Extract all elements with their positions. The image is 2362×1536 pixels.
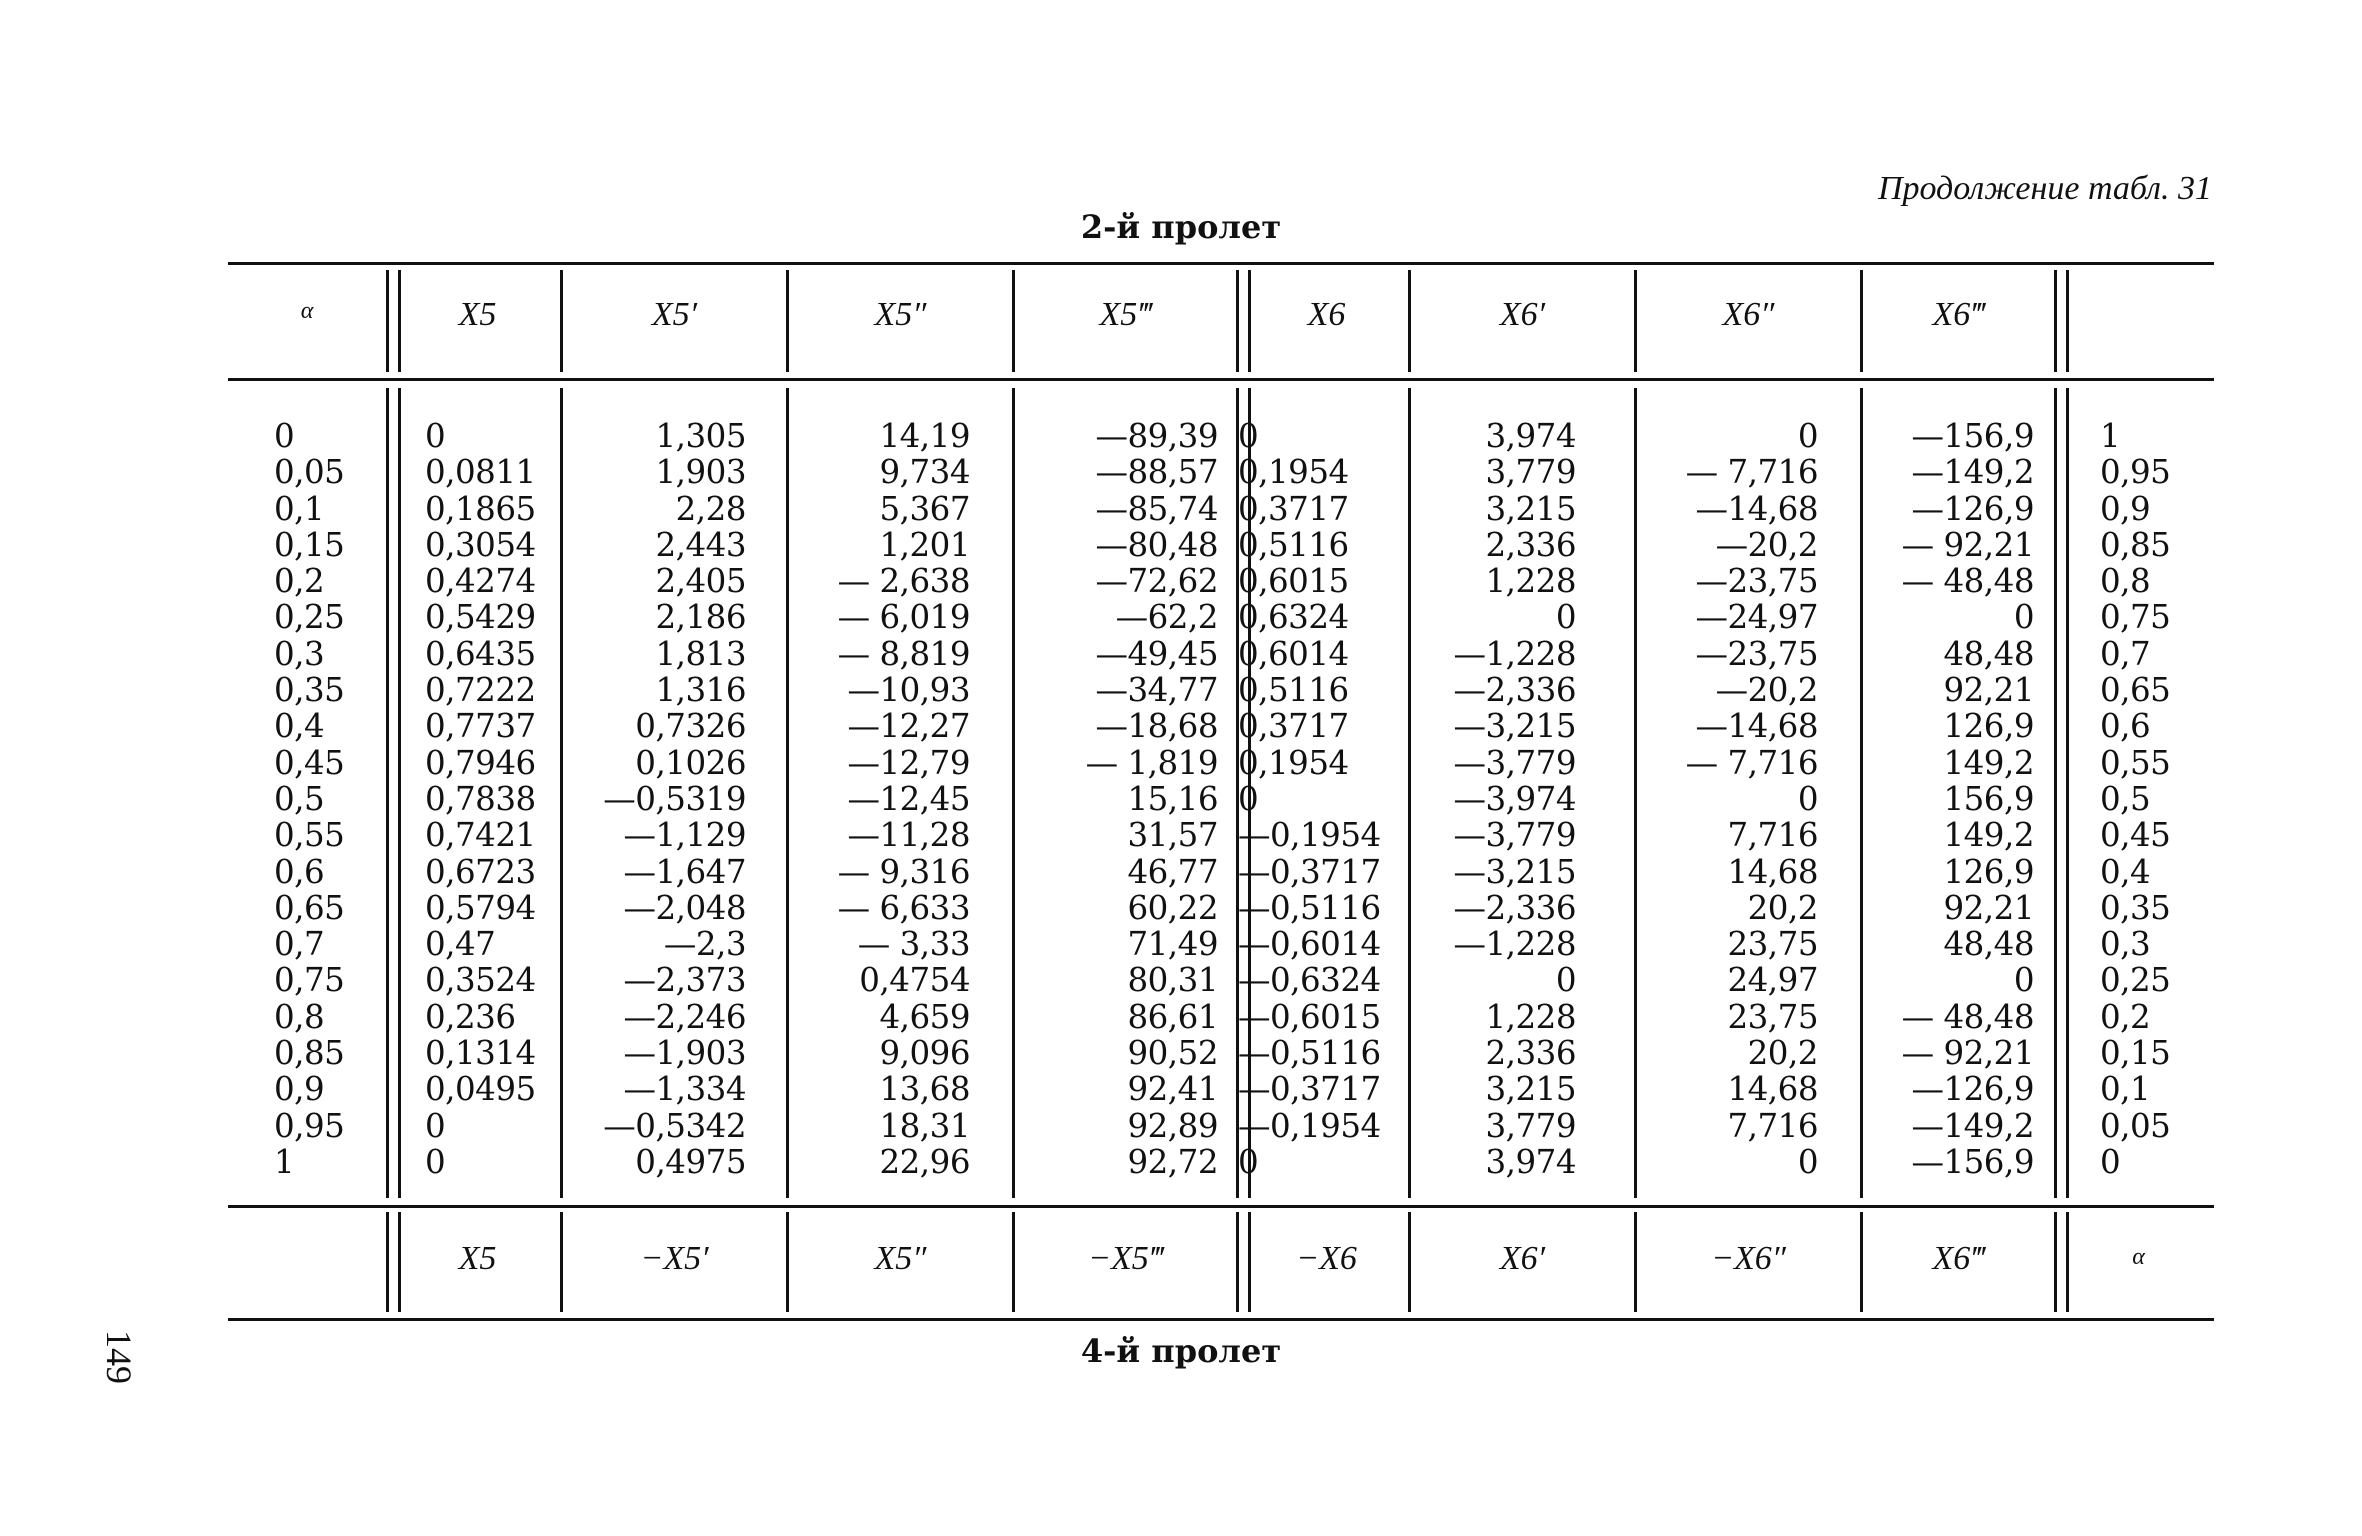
- table-cell: 0,4754: [859, 961, 970, 1000]
- table-cell: — 8,819: [837, 634, 970, 673]
- column-x6-prime: [1414, 418, 1576, 1180]
- table-cell: 7,716: [1727, 816, 1818, 855]
- table-cell: 0: [1797, 1142, 1818, 1181]
- table-cell: —149,2: [1911, 1106, 2034, 1145]
- table-cell: —18,68: [1095, 707, 1218, 746]
- table-cell: 92,41: [1127, 1070, 1218, 1109]
- header-x5-prime: X5′: [651, 296, 698, 333]
- table-cell: —3,779: [1453, 816, 1576, 855]
- table-cell: 0,3054: [425, 525, 536, 564]
- col-divider: [1012, 388, 1015, 1198]
- footer-x6-prime: X6′: [1499, 1240, 1546, 1277]
- table-cell: — 1,819: [1085, 743, 1218, 782]
- table-cell: — 48,48: [1901, 997, 2034, 1036]
- table-cell: —0,5319: [603, 779, 746, 818]
- top-rule: [228, 262, 2214, 265]
- table-cell: 2,336: [1485, 525, 1576, 564]
- table-cell: 0: [1555, 961, 1576, 1000]
- body-bottom-rule: [228, 1205, 2214, 1208]
- footer-x5-double-prime: X5″: [874, 1240, 927, 1277]
- table-cell: 1,228: [1485, 997, 1576, 1036]
- table-cell: 0,7838: [425, 779, 536, 818]
- footer-neg-x5-prime: −X5′: [640, 1240, 709, 1277]
- table-cell: —12,27: [847, 707, 970, 746]
- footer-neg-x6: −X6: [1296, 1240, 1357, 1277]
- table-cell: 0,1: [2100, 1070, 2151, 1109]
- table-cell: 149,2: [1943, 743, 2034, 782]
- table-cell: 0,0811: [425, 453, 536, 492]
- table-caption: Продолжение табл. 31: [1877, 170, 2212, 207]
- table-cell: 0: [2013, 598, 2034, 637]
- table-cell: 0,3524: [425, 961, 536, 1000]
- table-cell: 0: [274, 417, 295, 455]
- table-cell: 86,61: [1127, 997, 1218, 1036]
- header-x5-triple-prime: X5‴: [1099, 296, 1152, 333]
- header-x6-triple-prime: X6‴: [1932, 296, 1985, 333]
- table-cell: 1,316: [655, 671, 746, 710]
- table-cell: 0,6014: [1238, 634, 1349, 673]
- table-cell: 20,2: [1747, 888, 1818, 927]
- table-cell: 92,21: [1943, 671, 2034, 710]
- table-cell: 7,716: [1727, 1106, 1818, 1145]
- table-cell: 9,734: [879, 453, 970, 492]
- table-cell: 0,1026: [635, 743, 746, 782]
- table-cell: 0,4: [2100, 852, 2151, 891]
- table-cell: —12,45: [847, 779, 970, 818]
- table-cell: 0: [1238, 417, 1259, 455]
- col-divider: [1634, 388, 1637, 1198]
- table-cell: —11,28: [847, 816, 970, 855]
- table-cell: —1,228: [1453, 925, 1576, 964]
- table-cell: 0,7326: [635, 707, 746, 746]
- table-cell: 149,2: [1943, 816, 2034, 855]
- table-cell: 0,47: [425, 925, 496, 964]
- table-cell: 20,2: [1747, 1034, 1818, 1073]
- table-cell: 1,228: [1485, 562, 1576, 601]
- table-cell: 0,2: [274, 562, 325, 601]
- table-cell: 46,77: [1127, 852, 1218, 891]
- table-cell: — 6,019: [837, 598, 970, 637]
- table-cell: 0,75: [2100, 598, 2171, 637]
- table-cell: 5,367: [879, 489, 970, 528]
- table-cell: 13,68: [879, 1070, 970, 1109]
- table-cell: 1,201: [879, 525, 970, 564]
- table-cell: 0,7: [274, 925, 325, 964]
- table-cell: —49,45: [1095, 634, 1218, 673]
- footer-alpha: α: [2132, 1244, 2145, 1270]
- table-cell: 126,9: [1943, 707, 2034, 746]
- table-cell: 0,95: [274, 1106, 345, 1145]
- table-cell: 22,96: [879, 1142, 970, 1181]
- table-cell: —126,9: [1911, 1070, 2034, 1109]
- table-cell: —12,79: [847, 743, 970, 782]
- footer-x5: X5: [458, 1240, 497, 1277]
- table-cell: 0,2: [2100, 997, 2151, 1036]
- table-cell: 0,236: [425, 997, 516, 1036]
- table-cell: 0,3717: [1238, 489, 1349, 528]
- table-cell: 0,1954: [1238, 453, 1349, 492]
- table-cell: —1,129: [623, 816, 746, 855]
- table-cell: 0,5429: [425, 598, 536, 637]
- col-divider: [1860, 388, 1863, 1198]
- col-divider: [2054, 270, 2069, 372]
- table-cell: —23,75: [1695, 562, 1818, 601]
- table-cell: —85,74: [1095, 489, 1218, 528]
- table-cell: —0,5342: [603, 1106, 746, 1145]
- header-alpha: α: [300, 298, 314, 324]
- table-cell: 0,1: [274, 489, 325, 528]
- table-cell: 0: [2100, 1142, 2121, 1181]
- table-cell: 0,3: [2100, 925, 2151, 964]
- column-x6-double-prime: [1640, 418, 1818, 1180]
- table-cell: 0,65: [2100, 671, 2171, 710]
- table-cell: 1,813: [655, 634, 746, 673]
- table-cell: 1,903: [655, 453, 746, 492]
- table-cell: —1,647: [623, 852, 746, 891]
- table-cell: 0: [1238, 1142, 1259, 1181]
- table-cell: 2,186: [655, 598, 746, 637]
- table-cell: 0,6: [2100, 707, 2151, 746]
- header-x5-double-prime: X5″: [874, 296, 927, 333]
- table-cell: —0,6014: [1238, 925, 1381, 964]
- table-cell: 0,05: [274, 453, 345, 492]
- column-x6-triple-prime: [1866, 418, 2034, 1180]
- table-cell: 0,5116: [1238, 525, 1349, 564]
- header-x5: X5: [458, 296, 497, 333]
- table-cell: —0,6324: [1238, 961, 1381, 1000]
- column-alpha-reversed: [2100, 418, 2210, 1180]
- table-cell: 3,974: [1485, 1142, 1576, 1181]
- table-cell: 31,57: [1127, 816, 1218, 855]
- table-cell: —0,3717: [1238, 852, 1381, 891]
- table-cell: —2,336: [1453, 671, 1576, 710]
- table-cell: —2,048: [623, 888, 746, 927]
- table-cell: 0,3717: [1238, 707, 1349, 746]
- table-cell: 2,443: [655, 525, 746, 564]
- table-cell: 92,72: [1127, 1142, 1218, 1181]
- table-cell: —89,39: [1095, 417, 1218, 455]
- table-cell: 48,48: [1943, 634, 2034, 673]
- table-cell: 92,89: [1127, 1106, 1218, 1145]
- table-cell: 18,31: [879, 1106, 970, 1145]
- table-cell: 90,52: [1127, 1034, 1218, 1073]
- table-cell: 3,779: [1485, 453, 1576, 492]
- header-rule: [228, 378, 2214, 381]
- column-x5-prime: [570, 418, 746, 1180]
- table-cell: — 6,633: [837, 888, 970, 927]
- header-x6-double-prime: X6″: [1722, 296, 1775, 333]
- bottom-span-title: 4-й пролет: [1080, 1332, 1282, 1370]
- table-cell: —3,974: [1453, 779, 1576, 818]
- col-divider: [560, 388, 563, 1198]
- table-cell: 4,659: [879, 997, 970, 1036]
- table-cell: 92,21: [1943, 888, 2034, 927]
- table-cell: 0: [425, 417, 446, 455]
- table-cell: —3,215: [1453, 707, 1576, 746]
- table-cell: —126,9: [1911, 489, 2034, 528]
- column-x5-double-prime: [792, 418, 970, 1180]
- column-x5-triple-prime: [1018, 418, 1218, 1180]
- table-cell: —14,68: [1695, 489, 1818, 528]
- table-cell: —3,215: [1453, 852, 1576, 891]
- table-cell: 0,15: [2100, 1034, 2171, 1073]
- table-cell: —2,336: [1453, 888, 1576, 927]
- table-cell: —88,57: [1095, 453, 1218, 492]
- column-alpha: [274, 418, 382, 1180]
- table-cell: 3,215: [1485, 1070, 1576, 1109]
- table-cell: 0: [1238, 779, 1259, 818]
- table-cell: 1,305: [655, 417, 746, 455]
- table-cell: 0,3: [274, 634, 325, 673]
- table-cell: 14,68: [1727, 852, 1818, 891]
- table-cell: —0,1954: [1238, 816, 1381, 855]
- table-cell: — 9,316: [837, 852, 970, 891]
- table-cell: —2,3: [663, 925, 746, 964]
- table-cell: 0,95: [2100, 453, 2171, 492]
- col-divider: [386, 388, 401, 1198]
- table-cell: 0,15: [274, 525, 345, 564]
- table-cell: 0,5: [2100, 779, 2151, 818]
- table-cell: —0,5116: [1238, 888, 1381, 927]
- table-cell: —14,68: [1695, 707, 1818, 746]
- table-cell: 0,55: [2100, 743, 2171, 782]
- table-cell: 0,7421: [425, 816, 536, 855]
- table-cell: 0,05: [2100, 1106, 2171, 1145]
- table-cell: 0,6: [274, 852, 325, 891]
- table-cell: —72,62: [1095, 562, 1218, 601]
- table-cell: 1: [2100, 417, 2121, 455]
- table-cell: —0,3717: [1238, 1070, 1381, 1109]
- table-cell: 0: [1797, 417, 1818, 455]
- table-cell: 0,65: [274, 888, 345, 927]
- footer-neg-x5-triple-prime: −X5‴: [1088, 1240, 1163, 1277]
- table-cell: 0: [2013, 961, 2034, 1000]
- table-cell: 15,16: [1127, 779, 1218, 818]
- table-cell: 2,28: [675, 489, 746, 528]
- col-divider: [1408, 388, 1411, 1198]
- table-cell: 24,97: [1727, 961, 1818, 1000]
- table-cell: 2,336: [1485, 1034, 1576, 1073]
- table-cell: 0: [1797, 779, 1818, 818]
- table-cell: —156,9: [1911, 1142, 2034, 1181]
- table-cell: 0,8: [2100, 562, 2151, 601]
- table-cell: 60,22: [1127, 888, 1218, 927]
- column-x6: [1238, 418, 1406, 1180]
- table-cell: 0,1865: [425, 489, 536, 528]
- table-cell: 0: [1555, 598, 1576, 637]
- table-cell: —149,2: [1911, 453, 2034, 492]
- table-cell: — 3,33: [857, 925, 970, 964]
- table-cell: 9,096: [879, 1034, 970, 1073]
- table-cell: 156,9: [1943, 779, 2034, 818]
- table-cell: —0,1954: [1238, 1106, 1381, 1145]
- table-cell: 14,19: [879, 417, 970, 455]
- table-cell: 0,4: [274, 707, 325, 746]
- table-cell: 23,75: [1727, 925, 1818, 964]
- table-cell: 0,4975: [635, 1142, 746, 1181]
- table-cell: 3,779: [1485, 1106, 1576, 1145]
- col-divider: [2054, 388, 2069, 1198]
- table-cell: 0,75: [274, 961, 345, 1000]
- bottom-rule: [228, 1318, 2214, 1321]
- table-cell: 0,85: [274, 1034, 345, 1073]
- table-cell: 48,48: [1943, 925, 2034, 964]
- table-cell: 0,5794: [425, 888, 536, 927]
- table-cell: 0,6723: [425, 852, 536, 891]
- table-cell: 0,45: [2100, 816, 2171, 855]
- table-cell: — 92,21: [1901, 1034, 2034, 1073]
- table-cell: —24,97: [1695, 598, 1818, 637]
- header-x6: X6: [1307, 296, 1346, 333]
- table-cell: 0,7: [2100, 634, 2151, 673]
- page-number: 149: [99, 1330, 139, 1384]
- header-x6-prime: X6′: [1499, 296, 1546, 333]
- table-cell: 0,35: [2100, 888, 2171, 927]
- table-cell: 1: [274, 1142, 295, 1181]
- table-cell: —0,5116: [1238, 1034, 1381, 1073]
- table-cell: 0,25: [274, 598, 345, 637]
- table-cell: 0,25: [2100, 961, 2171, 1000]
- table-cell: — 92,21: [1901, 525, 2034, 564]
- col-divider: [786, 388, 789, 1198]
- table-cell: —23,75: [1695, 634, 1818, 673]
- table-cell: — 48,48: [1901, 562, 2034, 601]
- table-cell: 0,5116: [1238, 671, 1349, 710]
- table-cell: —10,93: [847, 671, 970, 710]
- table-cell: 0,7946: [425, 743, 536, 782]
- table-cell: 23,75: [1727, 997, 1818, 1036]
- table-cell: —62,2: [1115, 598, 1218, 637]
- table-cell: 0,6324: [1238, 598, 1349, 637]
- table-cell: —20,2: [1715, 525, 1818, 564]
- footer-x6-triple-prime: X6‴: [1932, 1240, 1985, 1277]
- table-cell: 0,45: [274, 743, 345, 782]
- table-cell: 0: [425, 1106, 446, 1145]
- table-cell: 14,68: [1727, 1070, 1818, 1109]
- table-cell: —20,2: [1715, 671, 1818, 710]
- table-cell: 0,6015: [1238, 562, 1349, 601]
- table-cell: 0,5: [274, 779, 325, 818]
- table-cell: 0,9: [2100, 489, 2151, 528]
- footer-neg-x6-double-prime: −X6″: [1711, 1240, 1786, 1277]
- column-x5: [425, 418, 557, 1180]
- table-cell: —1,334: [623, 1070, 746, 1109]
- table-cell: —0,6015: [1238, 997, 1381, 1036]
- table-cell: —2,373: [623, 961, 746, 1000]
- table-cell: —3,779: [1453, 743, 1576, 782]
- table-cell: 71,49: [1127, 925, 1218, 964]
- table-cell: 0,85: [2100, 525, 2171, 564]
- table-cell: 0,0495: [425, 1070, 536, 1109]
- table-cell: —80,48: [1095, 525, 1218, 564]
- table-cell: — 7,716: [1685, 743, 1818, 782]
- table-cell: 0,7222: [425, 671, 536, 710]
- table-cell: 0,9: [274, 1070, 325, 1109]
- table-cell: —156,9: [1911, 417, 2034, 455]
- table-cell: 0,7737: [425, 707, 536, 746]
- table-cell: — 2,638: [837, 562, 970, 601]
- table-cell: 0: [425, 1142, 446, 1181]
- table-cell: 0,8: [274, 997, 325, 1036]
- table-cell: 126,9: [1943, 852, 2034, 891]
- top-span-title: 2-й пролет: [1080, 208, 1282, 246]
- table-cell: 3,974: [1485, 417, 1576, 455]
- table-cell: 0,55: [274, 816, 345, 855]
- table-cell: 0,1954: [1238, 743, 1349, 782]
- table-cell: —2,246: [623, 997, 746, 1036]
- table-cell: 80,31: [1127, 961, 1218, 1000]
- table-cell: —34,77: [1095, 671, 1218, 710]
- table-cell: 3,215: [1485, 489, 1576, 528]
- table-cell: —1,228: [1453, 634, 1576, 673]
- table-cell: 2,405: [655, 562, 746, 601]
- table-cell: 0,1314: [425, 1034, 536, 1073]
- table-cell: —1,903: [623, 1034, 746, 1073]
- table-cell: — 7,716: [1685, 453, 1818, 492]
- table-cell: 0,6435: [425, 634, 536, 673]
- table-cell: 0,4274: [425, 562, 536, 601]
- table-cell: 0,35: [274, 671, 345, 710]
